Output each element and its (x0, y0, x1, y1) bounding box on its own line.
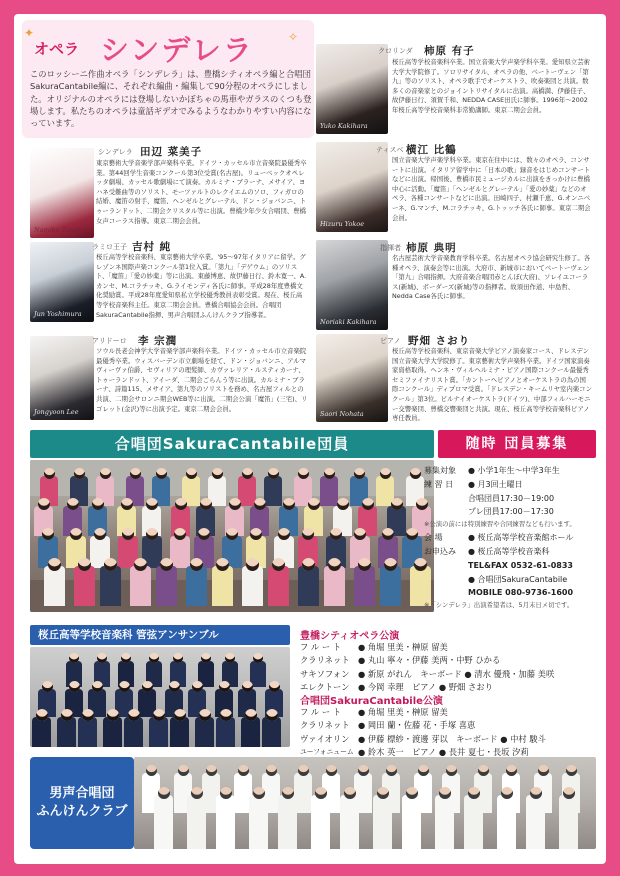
singer-figure-head (538, 765, 549, 776)
child-figure-head (242, 468, 253, 479)
child-figure-head (330, 528, 342, 540)
child-figure-head (100, 468, 111, 479)
singer-figure (311, 795, 330, 849)
student-figure-head (97, 653, 107, 663)
singer-figure-head (220, 787, 232, 799)
child-figure-head (362, 498, 374, 510)
child-figure (170, 536, 190, 568)
student-figure-head (61, 709, 73, 721)
student-figure-head (253, 653, 263, 663)
program-sakura-list (300, 706, 596, 760)
opera-word: オペラ (34, 40, 80, 58)
child-figure (324, 566, 345, 606)
cast-photo: Yuko Kakihara (316, 44, 388, 134)
singer-figure-head (418, 765, 429, 776)
child-figure-head (190, 558, 203, 571)
program-row: クラリネット ● 岡田 蘭・佐藤 花・手塚 喜恵 (300, 720, 476, 731)
program-row: ヴァイオリン ● 伊藤 標紗・渡邊 芽以 キーボード ● 中村 駿斗 (300, 733, 546, 744)
singer-figure-head (386, 765, 397, 776)
cast-photo: Saori Nohata (316, 334, 388, 422)
program-city-title: 豊橋シティオペラ公演 (300, 631, 400, 642)
child-figure-head (160, 558, 173, 571)
male-choir-photo (134, 757, 596, 849)
ensemble-banner: 桜丘高等学校音楽科 管弦アンサンブル (30, 625, 290, 645)
child-figure-head (122, 528, 134, 540)
cast-role: クロリンダ (378, 47, 413, 55)
recruit-row: MOBILE 080-9736-1600 (468, 588, 574, 598)
student-figure-head (219, 681, 230, 692)
singer-figure (435, 795, 454, 849)
child-figure (380, 566, 401, 606)
child-figure-head (406, 528, 418, 540)
child-figure-head (212, 468, 223, 479)
student-figure-head (69, 653, 79, 663)
singer-figure-head (178, 765, 189, 776)
student-figure (78, 717, 97, 747)
singer-figure (526, 795, 545, 849)
student-figure-head (128, 709, 140, 721)
student-figure (32, 717, 51, 747)
student-figure-head (42, 681, 53, 692)
child-figure-head (146, 528, 158, 540)
child-figure-head (48, 558, 61, 571)
child-figure-head (382, 528, 394, 540)
child-figure-head (186, 468, 197, 479)
singer-figure-head (326, 765, 337, 776)
singer-figure-head (406, 787, 418, 799)
program-row: エレクトーン ● 今岡 幸理 ピアノ ● 野畑 さおり (300, 682, 493, 693)
student-figure (149, 717, 168, 747)
cast-name: 李 宗潤 (138, 335, 178, 347)
child-figure (242, 566, 263, 606)
student-figure-head (119, 681, 130, 692)
child-figure-head (130, 468, 141, 479)
cast-photo: Jun Yoshimura (30, 242, 94, 322)
cast-role: アリドーロ (92, 337, 127, 345)
child-figure (100, 566, 121, 606)
singer-figure-head (206, 765, 217, 776)
child-figure (268, 566, 289, 606)
cast-role: ラミロ王子 (92, 243, 127, 251)
child-figure-head (380, 468, 391, 479)
singer-figure-head (478, 765, 489, 776)
sparkle-icon: ✧ (288, 30, 299, 44)
cast-bio: 桜丘高等学校音楽科、東京音楽大学ピアノ演奏家コース、ドレスデン国立音楽大学大学院修了。東京藝術大学声楽科卒業。ドイツ国家演奏家資格取得。ヘンネ・ヴィルヘルミナ・ピアノ国際コンクール最優秀セミファイナリスト賞。「カントーヘビアノとオーケストラの為の国際コンクール」ディプロマ受賞。「ドレスデン・キームリヤ室内楽コンクール」第3位。ビルナイオーケストラ(ドイツ)、中部フィルハーモニー交響楽団、豊橋交響楽団と共演。現在、桜丘高等学校音楽科ピアノ専任教員。 (392, 347, 592, 423)
recruit-row: ● 合唱団SakuraCantabile (468, 574, 568, 584)
cast-bio: 桜丘高等学校音楽科、東京藝術大学卒業。'95～97年イタリアに留学。グレゾンネ国際声楽コンクール第1位入賞。「第九」「デゲウム」のソリスト、「魔笛」「愛の妙薬」等に出演。東藤博恵、故伊藤日行、鈴木寛一、A.カンセ、M.コラチッキ、G.ライモンディ各氏に師事。平成28年度豊橋文化奨励賞。平成28年度愛知県私立学校優秀教員表彰受賞。現在、桜丘高等学校音楽科主任。東京二期会会員。豊橋合唱協会会員。合唱団SakuraCantabile指揮、男声合唱団ふんけんクラブ指導者。 (96, 253, 307, 319)
child-figure-head (272, 558, 285, 571)
child-figure (44, 566, 65, 606)
singer-figure (278, 795, 297, 849)
singer-figure-head (501, 787, 513, 799)
recruit-row: 合唱団員17:30－19:00 (468, 493, 555, 503)
singer-figure (373, 795, 392, 849)
student-figure-head (199, 709, 211, 721)
child-figure-head (302, 558, 315, 571)
child-figure-head (298, 468, 309, 479)
child-figure-head (44, 468, 55, 479)
singer-figure-head (446, 765, 457, 776)
child-figure-head (229, 498, 241, 510)
child-figure-head (94, 528, 106, 540)
wall-area (30, 460, 434, 496)
cast-name: 横江 比鶴 (406, 144, 457, 156)
child-figure-head (410, 468, 421, 479)
ensemble-photo (30, 647, 290, 747)
intro-text: このロッシーニ作曲オペラ「シンデレラ」は、豊橋シティオペラ編と合唱団SakuraCantabile編に、それぞれ編曲・編集して90分程のオペラにしました。オリジナルのオペラには登場しないかぼちゃの馬車やガラスのくつも登場します。私たちのオペラは童話ギデオでみるようなわかりやすい内容になっています。 (30, 69, 312, 129)
singer-figure (216, 795, 235, 849)
recruit-row: プレ団員17:00－17:30 (468, 507, 554, 517)
male-choir-name-line1: 男声合唱団 (49, 786, 115, 801)
child-figure (320, 476, 338, 506)
student-figure-head (82, 709, 94, 721)
singer-figure (154, 795, 173, 849)
child-figure-head (175, 498, 187, 510)
child-figure (186, 566, 207, 606)
cast-bio: 国立音楽大学声楽学科卒業。東京在住中には、数々のオペラ、コンサートに出演。イタリア留学中に「日本の歌」録音をはじめコンサートなどに出演。帰国後、豊橋市民ミュージカルに出演をきっかけに豊橋中心に活動。「魔笛」「ヘンゼルとグレーテル」「愛の妙薬」などのオペラ、各種コンサートなどに出演。田崎四子、村瀬千恵、G.オンニベーネ、G.マンチ、M.コラチッキ、G.トッッチ各氏に師事。東京二期会会員。 (392, 156, 591, 222)
child-figure (130, 566, 151, 606)
child-figure-head (354, 528, 366, 540)
student-figure (124, 717, 143, 747)
child-figure-head (104, 558, 117, 571)
singer-figure-head (158, 787, 170, 799)
singer-figure-head (344, 787, 356, 799)
student-figure-head (153, 709, 165, 721)
child-figure-head (324, 468, 335, 479)
child-figure-head (337, 498, 349, 510)
singer-figure-head (468, 787, 480, 799)
child-figure-head (268, 468, 279, 479)
student-figure-head (192, 681, 203, 692)
recruit-info (424, 464, 594, 612)
child-figure (298, 566, 319, 606)
child-figure (156, 566, 177, 606)
student-figure-head (69, 681, 80, 692)
student-figure-head (36, 709, 48, 721)
cast-role: ピアノ (380, 337, 401, 345)
student-figure-head (169, 681, 180, 692)
singer-figure-head (439, 787, 451, 799)
child-figure (264, 476, 282, 506)
student-figure-head (173, 653, 183, 663)
child-figure-head (121, 498, 133, 510)
child-figure-head (216, 558, 229, 571)
singer-figure-head (506, 765, 517, 776)
child-figure-head (250, 528, 262, 540)
student-figure-head (121, 653, 131, 663)
student-figure-head (245, 709, 257, 721)
singer-figure-head (530, 787, 542, 799)
student-figure (241, 717, 260, 747)
singer-figure (187, 795, 206, 849)
program-sakura-title: 合唱団SakuraCantabile公演 (300, 696, 443, 707)
student-figure-head (201, 653, 211, 663)
recruit-row: 会 場 ● 桜丘高等学校音楽館ホール (424, 533, 574, 543)
child-figure-head (174, 528, 186, 540)
student-figure-head (220, 709, 232, 721)
program-row: サキソフォン ● 新原 がれん キーボード ● 清水 優飛・加藤 美咲 (300, 668, 555, 679)
child-figure-head (384, 558, 397, 571)
cast-role: ティスベ (376, 146, 404, 154)
male-choir-name-line2: ふんけんクラブ (36, 804, 128, 819)
student-figure-head (242, 681, 253, 692)
page-title: シンデレラ (100, 33, 254, 67)
child-figure-head (198, 528, 210, 540)
child-figure-head (74, 468, 85, 479)
child-figure (354, 566, 375, 606)
cast-photo: Noriaki Kakihara (316, 240, 388, 330)
choir-banner: 合唱団SakuraCantabile団員 (30, 430, 434, 458)
cast-bio: ソウル長老会神学大学音楽学部声楽科卒業。ドイツ・カッセル市立音楽院最優秀卒業。ウィスバーデン市立劇場を経て、ドン・ジョバンニ、アルマヴィーヴァ伯爵、セヴィリアの理髪師、カヴァレリア・ルスティカーナ、トゥーランドット、アイーダ、二期会ごらんう等に出演。カルミナ・ブラーナ、詩篇115、メサイア、第九等のソリストを務め、名古屋フィルとの共演、二期会サロンニ期会WEB等に出演。二期会公演「魔笛」(三宅)、リゴレット(金沢)等に出演予定。東京二期会会員。 (96, 347, 308, 413)
cast-name: 野畑 さおり (408, 335, 471, 347)
singer-figure-head (358, 765, 369, 776)
recruit-row: 練 習 日 ● 月3回土曜日 (424, 479, 523, 489)
program-row: フ ル ー ト ● 角堀 里美・榊原 留美 (300, 642, 448, 652)
student-figure-head (225, 653, 235, 663)
child-figure-head (391, 498, 403, 510)
student-figure (262, 717, 281, 747)
singer-figure-head (563, 787, 575, 799)
child-figure-head (70, 528, 82, 540)
child-figure-head (146, 498, 158, 510)
cast-photo: Namiko Tanabe (30, 148, 94, 238)
singer-figure-head (282, 787, 294, 799)
child-figure (74, 566, 95, 606)
cast-photo: Hizuru Yokoe (316, 142, 388, 232)
cast-bio: 名古屋芸術大学音楽教育学科卒業。名古屋オペラ協会研究生修了。各種オペラ、演奏会等に出演。大府市、新城市においてベートーヴェン「第九」合唱指揮。大府音楽合唱団赤とんぼ(大府)、ソレイユコーラス(新城)、ボーダーズ(新城)等の指揮者。故須田作道、中島哲、Nedda Case各氏に師事。 (392, 254, 591, 301)
child-figure-head (254, 498, 266, 510)
child-figure-head (156, 468, 167, 479)
singer-figure-head (566, 765, 577, 776)
child-figure-head (302, 528, 314, 540)
student-figure-head (174, 709, 186, 721)
child-figure-head (134, 558, 147, 571)
child-figure-head (200, 498, 212, 510)
child-figure-head (354, 468, 365, 479)
recruit-row: TEL&FAX 0532-61-0833 (468, 560, 573, 570)
child-figure-head (308, 498, 320, 510)
cast-name: 柿原 典明 (406, 242, 457, 254)
student-figure-head (149, 653, 159, 663)
recruit-banner: 随時 団員募集 (438, 430, 596, 458)
student-figure-head (269, 681, 280, 692)
child-figure-head (38, 498, 50, 510)
singer-figure (559, 795, 578, 849)
singer-figure-head (238, 765, 249, 776)
child-figure-head (67, 498, 79, 510)
cast-name: 柿原 有子 (424, 45, 475, 57)
student-figure-head (266, 709, 278, 721)
child-figure-head (358, 558, 371, 571)
child-figure-head (328, 558, 341, 571)
program-row: フ ル ー ト ● 角堀 里美・榊原 留美 (300, 707, 448, 717)
singer-figure-head (266, 765, 277, 776)
recruit-note: ※「シンデレラ」出演希望者は、5月末日メ切です。 (424, 601, 574, 610)
student-figure-head (92, 681, 103, 692)
child-figure-head (78, 558, 91, 571)
choir-group-photo (30, 460, 434, 612)
cast-name: 田辺 菜美子 (140, 146, 203, 158)
cast-bio: 東京藝術大学音楽学部声楽科卒業。ドイツ・カッセル市立音楽院最優秀卒業。第44回学生音楽コンクール第3位受賞(名古屋)。リューベックオペレッタ劇場、カッセル歌劇場にて演奏。カルミナ・ブラーナ、メサイア、ヨハネ受難曲等のソリスト、モーツァルトのレクイエムのソロ、フィガロの結婚、魔笛の射手、魔笛、ヘンゼルとグレーテル、ドン・ジョバンニ、トゥーランドット、二期会クリスタル等に出演。豊橋少年少女合唱団、豊橋女声コーラス指導。東京二期会会員。 (96, 159, 307, 225)
student-figure (170, 717, 189, 747)
singer-figure-head (191, 787, 203, 799)
program-row: ユーフォニューム ● 鈴木 英一 ピアノ ● 長井 夏七・長坂 汐莉 (300, 747, 529, 758)
child-figure-head (42, 528, 54, 540)
singer-figure-head (315, 787, 327, 799)
student-figure (195, 717, 214, 747)
recruit-note: ※公演の前には特別練習や合同練習なども行います。 (424, 520, 576, 529)
singer-figure (497, 795, 516, 849)
child-figure-head (278, 528, 290, 540)
cast-role: シンデレラ (98, 148, 133, 156)
student-figure (57, 717, 76, 747)
singer-figure-head (377, 787, 389, 799)
cast-role: 指揮者 (380, 244, 401, 252)
singer-figure-head (253, 787, 265, 799)
child-figure-head (246, 558, 259, 571)
cast-photo: Jongyoon Lee (30, 336, 94, 420)
male-choir-box (30, 757, 134, 849)
recruit-row: お申込み ● 桜丘高等学校音楽科 (424, 546, 550, 556)
child-figure-head (92, 498, 104, 510)
program-row: クラリネット ● 丸山 寧々・伊藤 美两・中野 ひかる (300, 655, 501, 666)
child-figure-head (283, 498, 295, 510)
student-figure (103, 717, 122, 747)
singer-figure-head (298, 765, 309, 776)
child-figure (212, 566, 233, 606)
child-figure-head (226, 528, 238, 540)
sparkle-icon: ✦ (24, 26, 35, 40)
student-figure (216, 717, 235, 747)
singer-figure (340, 795, 359, 849)
recruit-row: 募集対象 ● 小学1年生～中学3年生 (424, 466, 560, 475)
cast-bio: 桜丘高等学校音楽科卒業。国立音楽大学声楽学科卒業。愛知県立芸術大学大学院修了。ソロリサイタル、オペラの他、ベートーヴェン「第九」等のソリスト、オペラ歌手でオーケストラ、吹奏楽団と共演。数多くの音楽家とのジョイントリサイタルに出演。高橋満、伊藤佳子、故伊藤日行、須賀千和、NEDDA CASE田氏に師事。1996年～2002年桜丘高等学校音楽科非常勤講師。東京二期会会員。 (392, 58, 591, 114)
singer-figure-head (146, 765, 157, 776)
program-city-list (300, 641, 596, 695)
singer-figure (402, 795, 421, 849)
singer-figure (464, 795, 483, 849)
singer-figure (249, 795, 268, 849)
student-figure-head (142, 681, 153, 692)
student-figure-head (107, 709, 119, 721)
cast-name: 吉村 純 (132, 241, 172, 253)
